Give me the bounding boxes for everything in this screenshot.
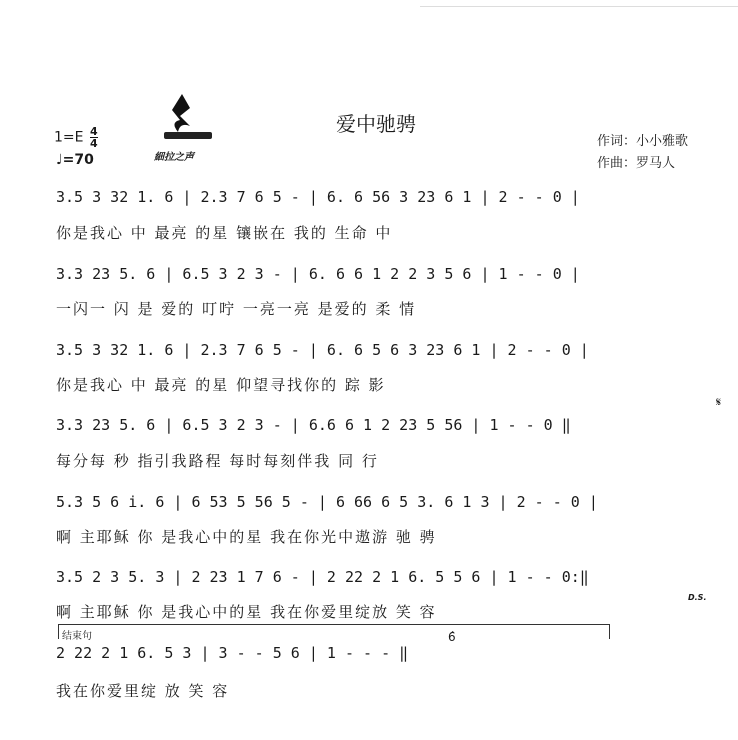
- song-title: 爱中驰骋: [336, 112, 416, 136]
- lyric-row-1: 你是我心 中 最亮 的星 镶嵌在 我的 生命 中: [56, 224, 393, 242]
- logo-icon: [160, 92, 216, 148]
- notation-row-2: 3.3 23 5. 6 | 6.5 3 2 3 - | 6. 6 6 1 2 2 3 5 6 | 1 - - 0 |: [56, 265, 580, 283]
- ending-bracket: [58, 624, 610, 639]
- lyric-row-7: 我在你爱里绽 放 笑 容: [56, 682, 230, 700]
- segno-icon: 𝄋: [716, 395, 722, 409]
- time-bottom: 4: [89, 137, 98, 150]
- notation-row-4: 3.3 23 5. 6 | 6.5 3 2 3 - | 6.6 6 1 2 23 5 56 | 1 - - 0 ‖: [56, 416, 571, 434]
- time-top: 4: [89, 125, 98, 138]
- notation-row-6: 3.5 2 3 5. 3 | 2 23 1 7 6 - | 2 22 2 1 6. 5 5 6 | 1 - - 0:‖: [56, 568, 589, 586]
- lyric-row-4: 每分每 秒 指引我路程 每时每刻伴我 同 行: [56, 452, 379, 470]
- lyricist-credit: 作词：小小雅歌: [597, 134, 689, 149]
- lyric-row-2: 一闪一 闪 是 爱的 叮咛 一亮一亮 是爱的 柔 情: [56, 300, 417, 318]
- notation-row-5: 5.3 5 6 i. 6 | 6 53 5 56 5 - | 6 66 6 5 3. 6 1 3 | 2 - - 0 |: [56, 493, 598, 511]
- key-signature: 1=E $\frac{4}{4}$: [54, 125, 98, 150]
- ending-label: 结束句: [62, 631, 92, 642]
- notation-row-7: 2 22 2 1 6. 5 3 | 3 - - 5 6 | 1 - - - ‖: [56, 644, 409, 662]
- notation-row-1: 3.5 3 32 1. 6 | 2.3 7 6 5 - | 6. 6 56 3 23 6 1 | 2 - - 0 |: [56, 188, 580, 206]
- logo-text: 細拉之声: [154, 152, 194, 163]
- top-divider: [420, 6, 738, 7]
- fermata-icon: 6̂: [448, 630, 456, 644]
- composer-credit: 作曲：罗马人: [597, 156, 676, 171]
- lyric-row-3: 你是我心 中 最亮 的星 仰望寻找你的 踪 影: [56, 376, 386, 394]
- lyric-row-5: 啊 主耶稣 你 是我心中的星 我在你光中遨游 驰 骋: [56, 528, 437, 546]
- lyric-row-6: 啊 主耶稣 你 是我心中的星 我在你爱里绽放 笑 容: [56, 603, 437, 621]
- notation-row-3: 3.5 3 32 1. 6 | 2.3 7 6 5 - | 6. 6 5 6 3 23 6 1 | 2 - - 0 |: [56, 341, 589, 359]
- tempo-marking: ♩=70: [56, 152, 94, 168]
- ds-mark: D.S.: [688, 593, 707, 602]
